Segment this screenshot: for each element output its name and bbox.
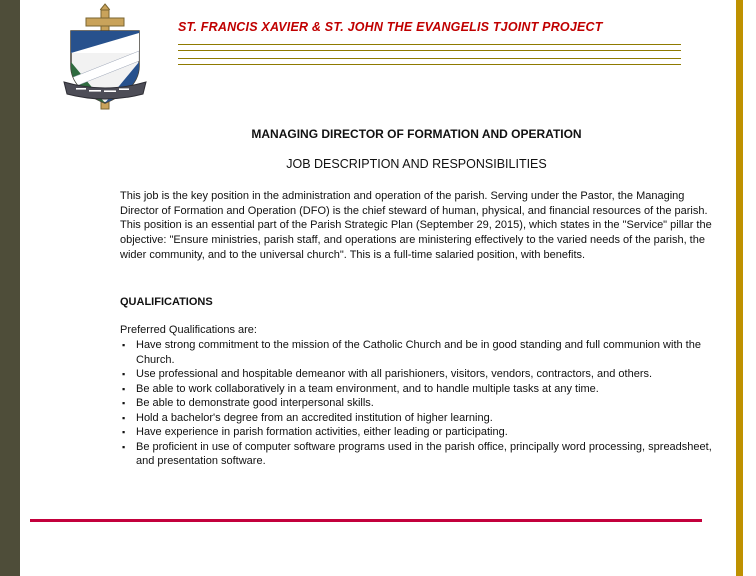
list-item-text: Be able to work collaboratively in a team environment, and to handle multiple tasks at any time. bbox=[136, 382, 599, 395]
list-item-text: Be proficient in use of computer software programs used in the parish office, principally word processing, spreadsheet, and presentation software. bbox=[136, 440, 712, 467]
list-item-text: Hold a bachelor's degree from an accredited institution of higher learning. bbox=[136, 411, 493, 424]
intro-paragraph: This job is the key position in the administration and operation of the parish. Serving under the Pastor, the Managing Director of Formation and Operation (DFO) is the chief steward of human, physical, and financial resources of the parish. This position is an essential part of the Parish Strategic Plan (September 29, 2015), which states in the "Service" pillar the objective: "Ensure ministries, parish staff, and operations are ministering effectively to the varied needs of the parish, the wider community, and to the universal church". This is a full-time salaried position, with benefits. bbox=[120, 190, 712, 261]
qualifications-intro: Preferred Qualifications are: bbox=[120, 324, 257, 336]
position-heading: MANAGING DIRECTOR OF FORMATION AND OPERATION bbox=[251, 127, 582, 141]
list-item bbox=[120, 440, 716, 469]
right-edge-bar bbox=[736, 0, 743, 576]
list-item bbox=[120, 338, 716, 367]
list-item-text: Be able to demonstrate good interpersonal skills. bbox=[136, 397, 374, 409]
header-rule-bottom bbox=[178, 58, 681, 65]
bullet-icon: ▪ bbox=[122, 398, 126, 408]
list-item bbox=[120, 382, 716, 397]
list-item-text: Have strong commitment to the mission of the Catholic Church and be in good standing and full communion with the Church. bbox=[136, 339, 701, 366]
bullet-icon: ▪ bbox=[122, 369, 126, 379]
list-item-text: Use professional and hospitable demeanor with all parishioners, visitors, vendors, contractors, and others. bbox=[136, 368, 653, 380]
bullet-icon: ▪ bbox=[122, 412, 126, 423]
job-description-subheading: JOB DESCRIPTION AND RESPONSIBILITIES bbox=[286, 157, 547, 171]
qualifications-list bbox=[120, 338, 716, 469]
header-rule-top bbox=[178, 44, 681, 51]
bullet-icon: ▪ bbox=[122, 383, 126, 394]
list-item bbox=[120, 425, 716, 440]
slide-title: ST. FRANCIS XAVIER & ST. JOHN THE EVANGELIS TJOINT PROJECT bbox=[178, 20, 603, 34]
left-edge-bar bbox=[0, 0, 20, 576]
crest-icon bbox=[55, 3, 155, 113]
qualifications-heading: QUALIFICATIONS bbox=[120, 296, 213, 308]
bullet-icon: ▪ bbox=[122, 340, 126, 350]
list-item bbox=[120, 411, 716, 426]
list-item-text: Have experience in parish formation activities, either leading or participating. bbox=[136, 426, 508, 438]
list-item bbox=[120, 396, 716, 411]
footer-accent-line bbox=[30, 519, 702, 522]
bullet-icon: ▪ bbox=[122, 427, 126, 437]
bullet-icon: ▪ bbox=[122, 441, 126, 452]
parish-crest-logo bbox=[55, 3, 155, 113]
list-item bbox=[120, 367, 716, 382]
